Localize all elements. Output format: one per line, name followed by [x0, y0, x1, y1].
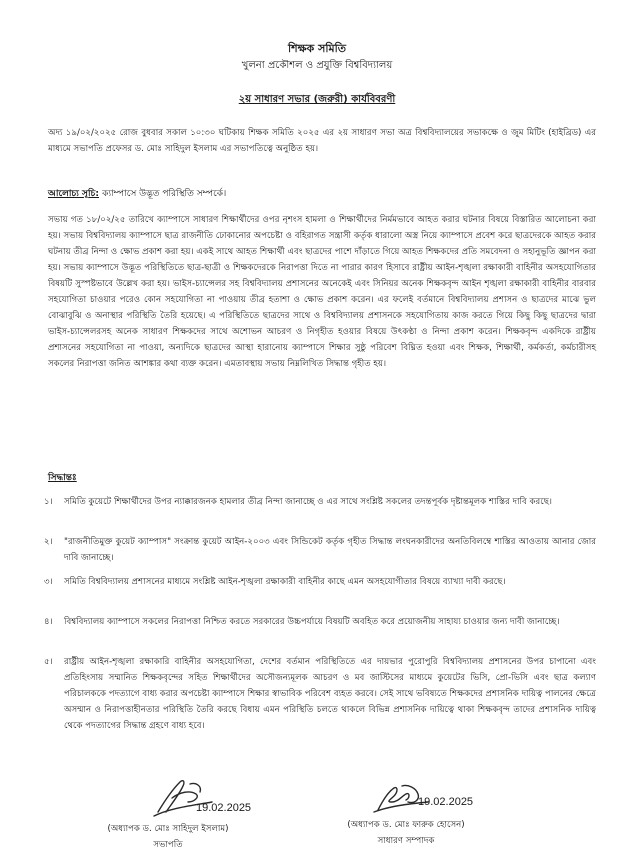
president-title: সভাপতি: [153, 840, 183, 850]
decision-text: বিশ্ববিদ্যালয় ক্যাম্পাসে সকলের নিরাপত্তা নিশ্চিত করতে সরকারের উচ্চপর্যায়ে বিষয়টি অবহিত করে প্রয়োজনীয় সাহায্য চাওয়ার জন্য দাবী জানাচ্ছে।: [64, 617, 560, 627]
decision-number: ২।: [44, 537, 53, 547]
decision-text: রাষ্ট্রীয় আইন-শৃঙ্খলা রক্ষাকারি বাহিনীর অসহযোগিতা, দেশের বর্তমান পরিস্থিতিতে এর দায়ভার পুরোপুরি বিশ্ববিদ্যালয় প্রশাসনের উপর চাপানো এবং প্রতিহিংসায় সম্মানিত শিক্ষকবৃন্দের সহিত শিক্ষার্থীদের অসৌজন্যমূলক আচরণ ও মব জাস্টিসের মাধ্যমে কুয়েটের ভিসি, প্রো-ভিসি এবং ছাত্র কল্যাণ পরিচালককে পদত্যাগে বাধ্য করার অপচেষ্টা ক্যাম্পাসে শিক্ষার স্বাভাবিক পরিবেশ ব্যহত করবে। সেই সাথে ভবিষ্যতে শিক্ষকদের প্রশাসনিক দায়িত্ব পালনের ক্ষেত্রে অসম্মান ও নিরাপত্তাহীনতার পরিস্থিতি তৈরি করছে বিধায় এমন পরিস্থিতি চলতে থাকলে বিভিন্ন প্রশাসনিক দায়িত্বে থাকা শিক্ষকবৃন্দ তাদের প্রশাসনিক দায়িত্ব থেকে পদত্যাগের সিদ্ধান্ত গ্রহণে বাধ্য হবে।: [64, 657, 596, 731]
agenda-topic: ক্যাম্পাসে উদ্ভূত পরিস্থিতি সম্পর্কে।: [102, 189, 227, 199]
secretary-name: (অধ্যাপক ড. মোঃ ফারুক হোসেন): [347, 820, 465, 830]
document-title-text: ২য় সাধারণ সভার (জরুরী) কার্যবিবরণী: [238, 94, 396, 105]
decision-item: [44, 494, 596, 510]
president-name: (অধ্যাপক ড. মোঃ সাহিদুল ইসলাম): [107, 824, 229, 834]
decision-item: [44, 654, 596, 734]
decision-text: সমিতি কুয়েটে শিক্ষার্থীদের উপর ন্যাক্কারজনক হামলার তীব্র নিন্দা জানাচ্ছে ও এর সাথে সংশ্লিষ্ট সকলের তদন্তপূর্বক দৃষ্টান্তমূলক শাস্তির দাবি করছে।: [64, 497, 552, 507]
agenda-line: [48, 186, 226, 201]
org-name: শিক্ষক সমিতি: [287, 42, 346, 55]
decision-item: [44, 574, 596, 590]
decision-number: ৪।: [44, 617, 53, 627]
decision-item: [44, 534, 596, 566]
discussion-paragraph: সভায় গত ১৮/০২/২৫ তারিখে ক্যাম্পাসে সাধারণ শিক্ষার্থীদের ওপর নৃশংস হামলা ও শিক্ষার্থীদের নির্মমভাবে আহত করার ঘটনার বিষয়ে বিস্তারিত আলোচনা করা হয়। সভায় বিশ্ববিদ্যালয় ক্যাম্পাসে ছাত্র রাজনীতি ঢোকানোর অপচেষ্টা ও বহিরাগত সন্ত্রাসী কর্তৃক ধারালো অস্ত্র নিয়ে ক্যাম্পাসে প্রবেশ করে ছাত্রদেরকে আহত করার ঘটনায় তীব্র নিন্দা ও ক্ষোভ প্রকাশ করা হয়। একই সাথে আহত শিক্ষার্থী এবং ছাত্রদের পাশে দাঁড়াতে গিয়ে আহত শিক্ষকদের প্রতি সমবেদনা ও সহানুভূতি জ্ঞাপন করা হয়। সভায় ক্যাম্পাসে উদ্ভূত পরিস্থিতিতে ছাত্র-ছাত্রী ও শিক্ষকদেরকে নিরাপত্তা দিতে না পারার কারণ হিসাবে রাষ্ট্রীয় আইন-শৃঙ্খলা রক্ষাকারী বাহিনীর অসহযোগিতার বিষয়টি সুস্পষ্টভাবে উল্লেখ করা হয়। ভাইস-চ্যান্সেলর সহ বিশ্ববিদ্যালয় প্রশাসনের অনেকেই এবং সিনিয়র অনেক শিক্ষকবৃন্দ আইন শৃঙ্খলা রক্ষাকারী বাহিনীর বারবার সহযোগিতা চাওয়ার পরেও কোন সহযোগিতা না পাওয়ায় তীব্র হতাশা ও ক্ষোভ প্রকাশ করেন। এর ফলেই বর্তমানে বিশ্ববিদ্যালয় প্রশাসন ও ছাত্রদের মাঝে ভুল বোঝাবুঝি ও অনাস্থার পরিস্থিতি তৈরি হয়েছে। এ পরিস্থিতিতে ছাত্রদের সাথে ও বিশ্ববিদ্যালয় প্রশাসনকে সহযোগিতায় কাজ করতে গিয়ে কিছু কিছু ছাত্রদের দ্বারা ভাইস-চ্যান্সেলরসহ অনেক সাধারণ শিক্ষকদের সাথে অশোভন আচরণ ও নিগৃহীত হওয়ার বিষয়ে উৎকণ্ঠা ও নিন্দা প্রকাশ করেন। শিক্ষকবৃন্দ একদিকে রাষ্ট্রীয় প্রশাসনের সহযোগিতা না পাওয়া, অন্যদিকে ছাত্রদের আস্থা হারানোয় ক্যাম্পাসে শিক্ষার সুষ্ঠু পরিবেশ বিঘ্নিত হওয়া এবং শিক্ষক, শিক্ষার্থী, কর্মকর্তা, কর্মচারীসহ সকলের নিরাপত্তা জনিত আশঙ্কার কথা ব্যক্ত করেন। এমতাবস্থায় সভায় নিম্নলিখিত সিদ্ধান্ত গৃহীত হয়।: [48, 215, 596, 369]
decision-text: "রাজনীতিমুক্ত কুয়েট ক্যাম্পাস" সংক্রান্ত কুয়েট আইন-২০০৩ এবং সিন্ডিকেট কর্তৃক গৃহীত সিদ্ধান্ত লংঘনকারীদের অনতিবিলম্বে শাস্তির আওতায় আনার জোর দাবি জানাচ্ছে।: [64, 537, 596, 563]
decision-number: ৫।: [44, 657, 53, 667]
secretary-title: সাধারণ সম্পাদক: [377, 836, 435, 846]
secretary-signature-date: 19.02.2025: [418, 796, 474, 808]
president-signature-date: 19.02.2025: [196, 802, 252, 814]
decision-item: [44, 614, 596, 630]
decision-number: ১।: [44, 497, 53, 507]
decision-number: ৩।: [44, 577, 53, 587]
decisions-heading-text: সিদ্ধান্তঃ: [48, 473, 77, 483]
agenda-label: আলোচ্য সূচি:: [48, 189, 100, 199]
university-name: খুলনা প্রকৌশল ও প্রযুক্তি বিশ্ববিদ্যালয়: [241, 60, 393, 71]
intro-paragraph: অদ্য ১৯/০২/২০২৫ রোজ বুধবার সকাল ১০:৩০ ঘটিকায় শিক্ষক সমিতি ২০২৫ এর ২য় সাধারণ সভা অত্র বিশ্ববিদ্যালয়ের সভাকক্ষে ও জুম মিটিং (হাইব্রিড) এর মাধ্যমে সভাপতি প্রফেসর ড. মোঃ সাহিদুল ইসলাম এর সভাপতিত্বে অনুষ্ঠিত হয়।: [48, 128, 596, 154]
decision-text: সমিতি বিশ্ববিদ্যালয় প্রশাসনের মাধ্যমে সংশ্লিষ্ট আইন-শৃঙ্খলা রক্ষাকারী বাহিনীর কাছে এমন অসহযোগীতার বিষয়ে ব্যাখ্যা দাবী করছে।: [64, 577, 506, 587]
decisions-heading: [48, 470, 77, 485]
document-title: [0, 92, 634, 109]
